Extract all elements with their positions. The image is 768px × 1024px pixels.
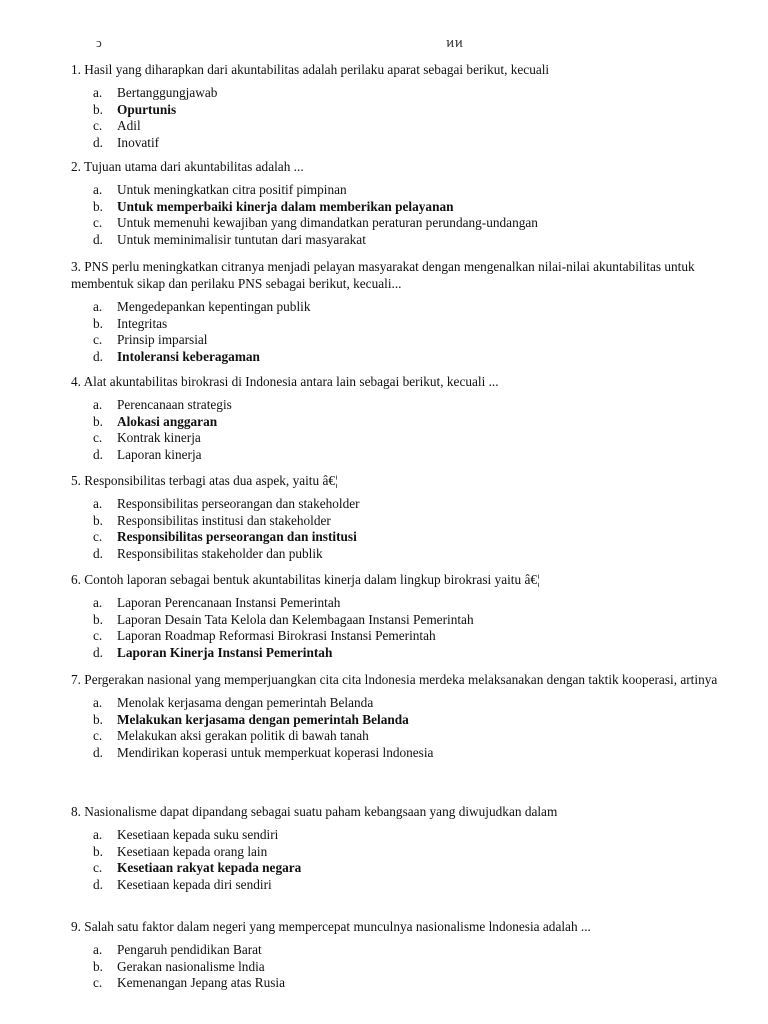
option-list — [71, 182, 721, 248]
option-letter: a. — [93, 85, 103, 100]
option — [71, 118, 721, 135]
option-letter: a. — [93, 827, 103, 842]
option-text: Laporan Desain Tata Kelola dan Kelembagaan Instansi Pemerintah — [117, 611, 474, 627]
question-text: 1. Hasil yang diharapkan dari akuntabilitas adalah perilaku aparat sebagai berikut, kecuali — [71, 62, 550, 77]
option-list — [71, 85, 721, 151]
option-text: Kontrak kinerja — [117, 430, 201, 445]
option-letter: a. — [93, 397, 103, 412]
option — [71, 959, 721, 976]
option-text: Responsibilitas perseorangan dan stakeholder — [117, 496, 360, 511]
option — [71, 975, 721, 992]
option-text: Bertanggungjawab — [117, 85, 218, 100]
option — [71, 232, 721, 249]
option — [71, 844, 721, 861]
option-letter: d. — [93, 644, 103, 660]
option-letter: d. — [93, 134, 103, 150]
question-text: 9. Salah satu faktor dalam negeri yang mempercepat munculnya nasionalisme lndonesia adalah ... — [71, 919, 591, 934]
option — [71, 942, 721, 959]
option-text: Kemenangan Jepang atas Rusia — [117, 975, 286, 990]
option — [71, 745, 721, 762]
option-text: Untuk meminimalisir tuntutan dari masyarakat — [117, 231, 366, 247]
option-list — [71, 942, 721, 992]
question-3 — [71, 258, 721, 365]
option-text: Mendirikan koperasi untuk memperkuat koperasi lndonesia — [117, 744, 434, 760]
question-text: 3. PNS perlu meningkatkan citranya menjadi pelayan masyarakat dengan mengenalkan nilai-nilai akuntabilitas untuk membentuk sikap dan perilaku PNS sebagai berikut, kecuali... — [71, 259, 695, 291]
question-4 — [71, 373, 721, 463]
option-letter: c. — [93, 860, 103, 875]
option-correct — [71, 529, 721, 546]
option-letter: a. — [93, 496, 103, 511]
question-1 — [71, 61, 721, 151]
option-text: Melakukan kerjasama dengan pemerintah Belanda — [117, 711, 409, 727]
option — [71, 728, 721, 745]
option-correct — [71, 860, 721, 877]
option-list — [71, 299, 721, 365]
option — [71, 85, 721, 102]
option — [71, 316, 721, 333]
option-text: Perencanaan strategis — [117, 397, 232, 412]
option-text: Integritas — [117, 315, 168, 331]
option-text: Kesetiaan kepada diri sendiri — [117, 876, 272, 892]
question-text: 6. Contoh laporan sebagai bentuk akuntabilitas kinerja dalam lingkup birokrasi yaitu â€¦ — [71, 572, 540, 587]
question-9 — [71, 918, 721, 992]
option-letter: c. — [93, 975, 103, 990]
question-text: 5. Responsibilitas terbagi atas dua aspek, yaitu â€¦ — [71, 473, 338, 488]
option-letter: b. — [93, 512, 103, 528]
option — [71, 299, 721, 316]
option-letter: b. — [93, 958, 103, 974]
option-letter: c. — [93, 430, 103, 445]
option — [71, 430, 721, 447]
option-letter: c. — [93, 332, 103, 347]
option — [71, 332, 721, 349]
option — [71, 496, 721, 513]
option-text: Responsibilitas institusi dan stakeholder — [117, 512, 331, 528]
option-text: Opurtunis — [117, 101, 177, 117]
option-correct — [71, 645, 721, 662]
option — [71, 628, 721, 645]
option-text: Mengedepankan kepentingan publik — [117, 299, 311, 314]
option-letter: c. — [93, 728, 103, 743]
option-letter: a. — [93, 299, 103, 314]
option-letter: c. — [93, 628, 103, 643]
option — [71, 612, 721, 629]
option-text: Untuk memperbaiki kinerja dalam memberikan pelayanan — [117, 198, 454, 214]
option-text: Kesetiaan kepada suku sendiri — [117, 827, 279, 842]
option-text: Untuk meningkatkan citra positif pimpinan — [117, 182, 347, 197]
option-letter: d. — [93, 545, 103, 561]
option-text: Pengaruh pendidikan Barat — [117, 942, 262, 957]
option-text: Kesetiaan rakyat kepada negara — [117, 860, 302, 875]
option — [71, 695, 721, 712]
option-letter: b. — [93, 315, 103, 331]
option — [71, 397, 721, 414]
option-letter: b. — [93, 843, 103, 859]
option — [71, 135, 721, 152]
option-text: Melakukan aksi gerakan politik di bawah tanah — [117, 728, 369, 743]
question-text: 2. Tujuan utama dari akuntabilitas adalah ... — [71, 159, 304, 174]
option — [71, 546, 721, 563]
option-text: Responsibilitas perseorangan dan institusi — [117, 529, 357, 544]
question-text: 7. Pergerakan nasional yang memperjuangkan cita cita lndonesia merdeka melaksanakan dengan taktik kooperasi, artinya — [71, 672, 718, 687]
option-letter: c. — [93, 529, 103, 544]
option-letter: c. — [93, 118, 103, 133]
option-correct — [71, 349, 721, 366]
option-text: Intoleransi keberagaman — [117, 348, 260, 364]
option-text: Inovatif — [117, 134, 160, 150]
option-correct — [71, 199, 721, 216]
option — [71, 447, 721, 464]
option-list — [71, 827, 721, 893]
option-text: Laporan kinerja — [117, 446, 202, 462]
option-text: Menolak kerjasama dengan pemerintah Belanda — [117, 695, 374, 710]
option — [71, 595, 721, 612]
option — [71, 827, 721, 844]
option-text: Responsibilitas stakeholder dan publik — [117, 545, 323, 561]
option-letter: b. — [93, 711, 103, 727]
header-fragment-mid: ͷͷ — [446, 36, 464, 48]
option-list — [71, 496, 721, 562]
option-text: Prinsip imparsial — [117, 332, 208, 347]
option-text: Laporan Roadmap Reformasi Birokrasi Instansi Pemerintah — [117, 628, 436, 643]
option — [71, 182, 721, 199]
option-text: Laporan Perencanaan Instansi Pemerintah — [117, 595, 341, 610]
question-8 — [71, 803, 721, 893]
option-letter: a. — [93, 182, 103, 197]
option-text: Untuk memenuhi kewajiban yang dimandatkan peraturan perundang-undangan — [117, 215, 538, 230]
option — [71, 877, 721, 894]
option-letter: d. — [93, 876, 103, 892]
option-text: Laporan Kinerja Instansi Pemerintah — [117, 644, 333, 660]
option-text: Kesetiaan kepada orang lain — [117, 843, 268, 859]
option-letter: d. — [93, 231, 103, 247]
option-letter: d. — [93, 744, 103, 760]
option-letter: a. — [93, 595, 103, 610]
question-text: 4. Alat akuntabilitas birokrasi di Indonesia antara lain sebagai berikut, kecuali ... — [71, 374, 499, 389]
option-letter: b. — [93, 611, 103, 627]
option-correct — [71, 414, 721, 431]
question-text: 8. Nasionalisme dapat dipandang sebagai suatu paham kebangsaan yang diwujudkan dalam — [71, 804, 558, 819]
option-text: Adil — [117, 118, 141, 133]
option-list — [71, 397, 721, 463]
option-letter: d. — [93, 348, 103, 364]
option-correct — [71, 712, 721, 729]
option-text: Alokasi anggaran — [117, 413, 218, 429]
option-letter: a. — [93, 695, 103, 710]
option — [71, 215, 721, 232]
option-letter: b. — [93, 413, 103, 429]
option — [71, 513, 721, 530]
option-letter: b. — [93, 101, 103, 117]
header-fragment-left: ͻ — [96, 36, 102, 48]
option-text: Gerakan nasionalisme lndia — [117, 958, 265, 974]
question-5 — [71, 472, 721, 562]
option-letter: b. — [93, 198, 103, 214]
question-2 — [71, 158, 721, 248]
option-letter: d. — [93, 446, 103, 462]
option-letter: c. — [93, 215, 103, 230]
option-letter: a. — [93, 942, 103, 957]
option-list — [71, 695, 721, 761]
question-7 — [71, 671, 721, 761]
option-correct — [71, 102, 721, 119]
option-list — [71, 595, 721, 661]
question-6 — [71, 571, 721, 661]
